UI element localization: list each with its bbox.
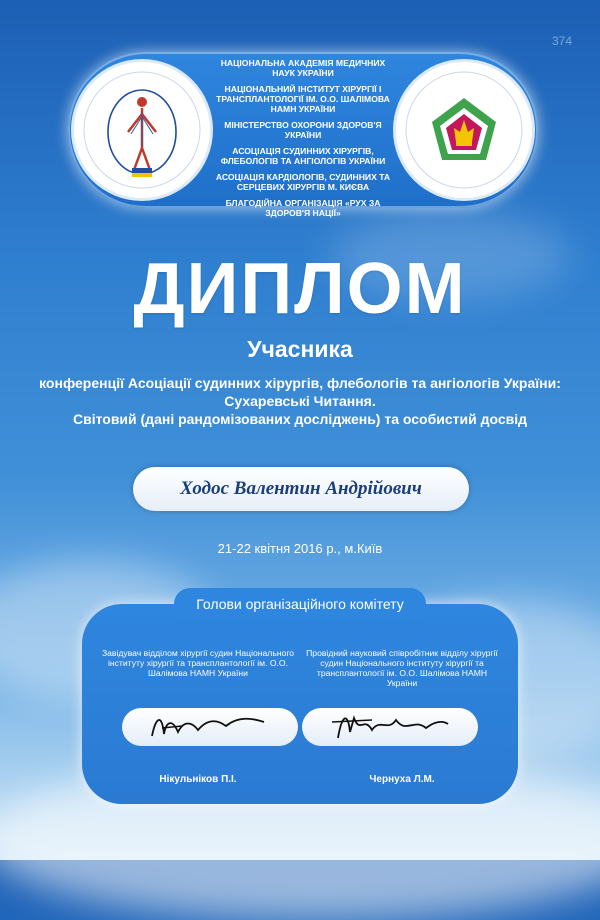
signature-icon — [302, 708, 478, 746]
conference-line: Сухаревські Читання. — [224, 393, 376, 409]
diploma-title: ДИПЛОМ — [133, 249, 467, 329]
organization-line: МІНІСТЕРСТВО ОХОРОНИ ЗДОРОВ'Я УКРАЇНИ — [224, 120, 382, 140]
organization-line: БЛАГОДІЙНА ОРГАНІЗАЦІЯ «РУХ ЗА ЗДОРОВ'Я НАЦІЇ» — [225, 198, 381, 218]
signature-plate — [302, 708, 478, 746]
committee-panel — [82, 596, 518, 804]
human-vascular-icon — [74, 62, 210, 198]
signer-name: Нікульніков П.І. — [159, 774, 237, 785]
signature-icon — [122, 708, 298, 746]
conference-line: Світовий (дані рандомізованих досліджень) та особистий досвід — [72, 411, 528, 427]
surgery-institute-logo — [396, 62, 532, 198]
vascular-association-logo — [74, 62, 210, 198]
signer-position: Провідний науковий співробітник відділу хірургії судин Національного інституту хірургії та трансплантології ім. О.О. Шалімова НАМН України — [306, 648, 498, 688]
conference-line: конференції Асоціації судинних хірургів, флебологів та ангіологів України: — [39, 375, 561, 391]
event-date-place: 21-22 квітня 2016 р., м.Київ — [217, 541, 383, 556]
signer-position: Завідувач відділом хірургії судин Національного інституту хірургії та трансплантології ім. О.О. Шалімова НАМН України — [101, 648, 295, 678]
organization-line: НАЦІОНАЛЬНА АКАДЕМІЯ МЕДИЧНИХ НАУК УКРАЇНИ — [220, 58, 386, 78]
committee-heading: Голови організаційного комітету — [174, 588, 426, 620]
signer-name: Чернуха Л.М. — [369, 774, 435, 785]
recipient-name: Ходос Валентин Андрійович — [133, 467, 469, 511]
conference-description — [20, 374, 580, 428]
page-number: 374 — [551, 34, 572, 48]
header-panel — [68, 52, 538, 218]
institute-emblem-icon — [396, 62, 532, 198]
organization-list — [212, 58, 394, 224]
organization-line: АСОЦІАЦІЯ СУДИННИХ ХІРУРГІВ, ФЛЕБОЛОГІВ ТА АНГІОЛОГІВ УКРАЇНИ — [220, 146, 386, 166]
signature-plate — [122, 708, 298, 746]
organization-line: АСОЦІАЦІЯ КАРДІОЛОГІВ, СУДИННИХ ТА СЕРЦЕВИХ ХІРУРГІВ М. КИЄВА — [215, 172, 391, 192]
participant-label: Учасника — [247, 336, 353, 362]
organization-line: НАЦІОНАЛЬНИЙ ІНСТИТУТ ХІРУРГІЇ І ТРАНСПЛАНТОЛОГІЇ ІМ. О.О. ШАЛІМОВА НАМН УКРАЇНИ — [216, 84, 390, 114]
